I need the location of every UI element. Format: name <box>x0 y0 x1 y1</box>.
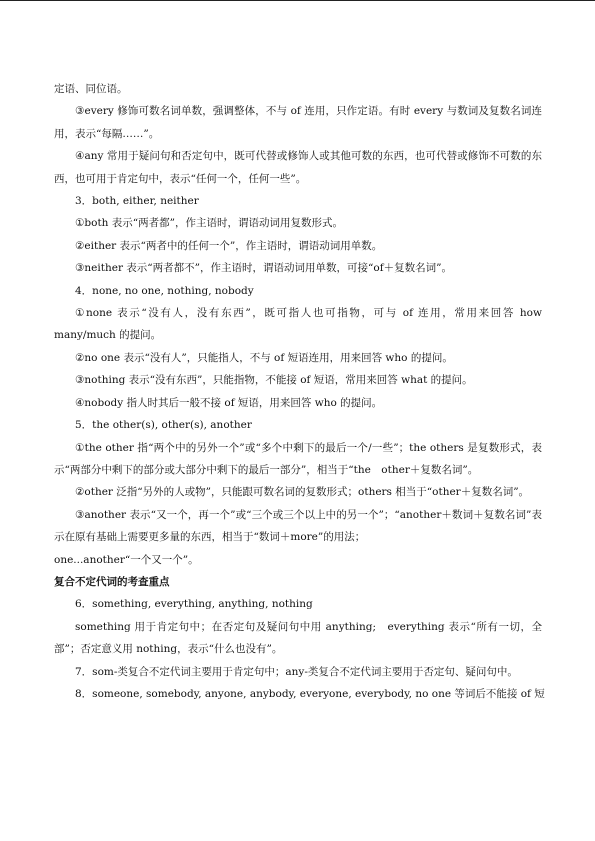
paragraph: something 用于肯定句中；在否定句及疑问句中用 anything; everything 表示“所有一切，全部”；否定意义用 nothing，表示“什么也没有”。 <box>54 620 542 656</box>
document-body <box>54 78 545 705</box>
section-title: 5．the other(s), other(s), another <box>75 419 252 432</box>
paragraph: ④any 常用于疑问句和否定句中，既可代替或修饰人或其他可数的东西，也可代替或修饰不可数的东西，也可用于肯定句中，表示“任何一个，任何一些”。 <box>54 150 542 185</box>
paragraph: ②no one 表示“没有人”，只能指人，不与 of 短语连用，用来回答 who 的提问。 <box>75 351 453 364</box>
paragraph: ②other 泛指“另外的人或物”，只能跟可数名词的复数形式；others 相当于“other＋复数名词”。 <box>75 486 530 499</box>
paragraph: ③nothing 表示“没有东西”，只能指物，不能接 of 短语，常用来回答 what 的提问。 <box>75 374 473 387</box>
paragraph: ③neither 表示“两者都不”，作主语时，谓语动词用单数，可接“of＋复数名词”。 <box>75 262 452 275</box>
paragraph: 定语、同位语。 <box>54 83 128 95</box>
paragraph: one...another“一个又一个”。 <box>54 553 199 566</box>
header-rule <box>0 0 595 1</box>
paragraph: 7．som-类复合不定代词主要用于肯定句中；any-类复合不定代词主要用于否定句、疑问句中。 <box>75 665 518 678</box>
section-title: 3．both, either, neither <box>75 195 199 208</box>
paragraph: ①both 表示“两者都”，作主语时，谓语动词用复数形式。 <box>75 217 344 230</box>
heading: 复合不定代词的考查重点 <box>54 575 170 588</box>
paragraph: ④nobody 指人时其后一般不接 of 短语，用来回答 who 的提问。 <box>75 396 383 409</box>
paragraph: ①none 表示“没有人，没有东西”，既可指人也可指物，可与 of 连用，常用来回答 how many/much 的提问。 <box>54 307 542 342</box>
paragraph: 8．someone, somebody, anyone, anybody, everyone, everybody, no one 等词后不能接 of 短 <box>75 687 545 700</box>
paragraph: ③every 修饰可数名词单数，强调整体，不与 of 连用，只作定语。有时 every 与数词及复数名词连用，表示“每隔……”。 <box>54 105 542 140</box>
paragraph: ①the other 指“两个中的另外一个”或“多个中剩下的最后一个/一些”；the others 是复数形式，表示“两部分中剩下的部分或大部分中剩下的最后一部分”，相当于“the other＋复数名词”。 <box>54 441 542 476</box>
paragraph: ②either 表示“两者中的任何一个”，作主语时，谓语动词用单数。 <box>75 239 383 252</box>
section-title: 4．none, no one, nothing, nobody <box>75 284 254 297</box>
paragraph: ③another 表示“又一个，再一个”或“三个或三个以上中的另一个”；“another＋数词＋复数名词”表示在原有基础上需要更多量的东西，相当于“数词＋more”的用法； <box>54 508 542 544</box>
section-title: 6．something, everything, anything, nothing <box>75 598 313 611</box>
